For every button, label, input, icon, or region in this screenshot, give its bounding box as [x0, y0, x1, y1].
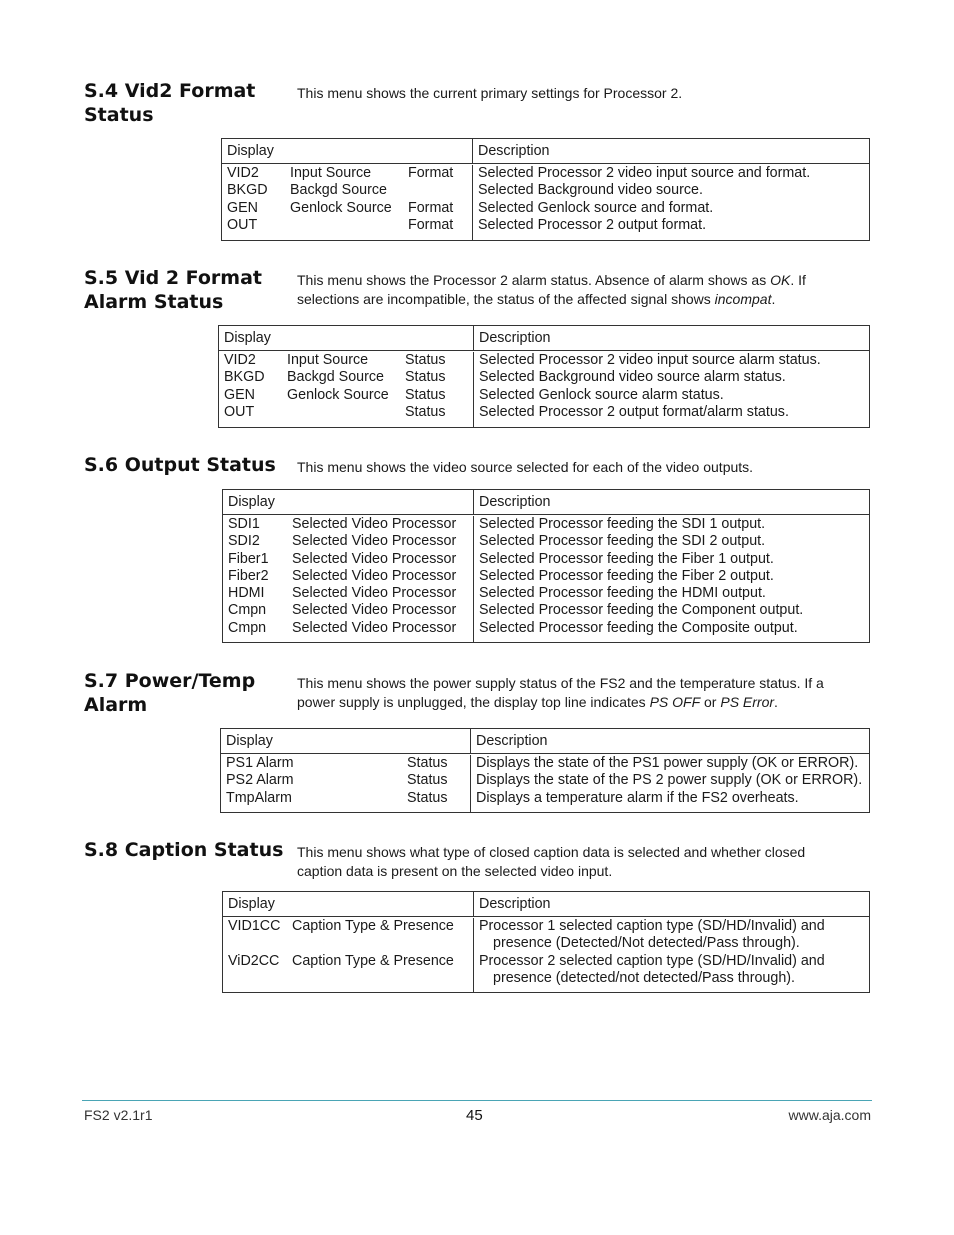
column-header-description: Description	[478, 143, 550, 159]
section-heading-s7: S.7 Power/Temp Alarm	[84, 670, 256, 716]
description-cell: Displays the state of the PS1 power supply (OK or ERROR).	[476, 755, 859, 771]
s6-table	[222, 489, 870, 643]
table-row: PS1 Alarm Status	[226, 755, 448, 771]
column-header-display: Display	[219, 326, 474, 350]
description-cell: Selected Background video source alarm status.	[479, 369, 786, 386]
table-row: Fiber1 Selected Video Processor	[228, 550, 457, 567]
section-intro-s5: This menu shows the Processor 2 alarm status. Absence of alarm shows as OK. If selections are incompatible, the status of the affected signal shows incompat.	[297, 272, 806, 307]
s7-table	[220, 728, 870, 813]
description-cell: Processor 1 selected caption type (SD/HD/Invalid) and	[479, 918, 825, 934]
section-heading-s6: S.6 Output Status	[84, 454, 276, 476]
description-cell: Selected Genlock source and format.	[478, 199, 714, 216]
description-cell: Selected Processor feeding the HDMI output.	[479, 585, 766, 602]
table-row: BKGD Backgd Source Status	[224, 369, 446, 386]
table-row: VID2 Input Source Status	[224, 352, 446, 368]
table-row: ViD2CC Caption Type & Presence	[228, 952, 454, 969]
table-row: GEN Genlock Source Status	[224, 386, 446, 403]
description-cell: presence (detected/not detected/Pass through).	[493, 969, 796, 986]
table-row: BKGD Backgd Source	[227, 182, 387, 199]
section-intro-s6: This menu shows the video source selected for each of the video outputs.	[297, 459, 754, 475]
table-row: OUT Status	[224, 403, 446, 420]
description-cell: Selected Processor 2 video input source and format.	[478, 165, 811, 181]
section-intro-s7: This menu shows the power supply status of the FS2 and the temperature status. If a power supply is unplugged, the display top line indicates PS OFF or PS Error.	[297, 675, 824, 710]
description-cell: Selected Processor 2 video input source alarm status.	[479, 352, 821, 368]
footer-divider	[82, 1100, 872, 1101]
table-row: HDMI Selected Video Processor	[228, 585, 457, 602]
column-header-display: Display	[223, 490, 474, 514]
table-row: TmpAlarm Status	[226, 789, 448, 806]
section-heading-s4: S.4 Vid2 Format Status	[84, 80, 256, 126]
description-cell: Displays a temperature alarm if the FS2 overheats.	[476, 789, 799, 806]
column-header-description: Description	[476, 733, 548, 749]
column-header-description: Description	[479, 896, 551, 912]
description-cell: Processor 2 selected caption type (SD/HD/Invalid) and	[479, 952, 825, 969]
table-row: Cmpn Selected Video Processor	[228, 619, 457, 636]
table-row: OUT Format	[227, 216, 454, 233]
footer-doc-version: FS2 v2.1r1	[84, 1107, 153, 1123]
column-header-display: Display	[222, 139, 473, 163]
table-row: Fiber2 Selected Video Processor	[228, 567, 457, 584]
description-cell: Selected Processor feeding the SDI 1 output.	[479, 516, 766, 532]
section-heading-s5: S.5 Vid 2 Format Alarm Status	[84, 267, 263, 313]
section-intro-s4: This menu shows the current primary settings for Processor 2.	[297, 85, 683, 101]
description-cell: Selected Processor feeding the SDI 2 output.	[479, 533, 766, 550]
description-cell: presence (Detected/Not detected/Pass through).	[493, 935, 800, 952]
description-cell: Selected Processor 2 output format.	[478, 216, 707, 233]
s4-table	[221, 138, 870, 241]
description-cell: Selected Processor feeding the Fiber 1 output.	[479, 550, 774, 567]
description-cell: Selected Background video source.	[478, 182, 703, 199]
table-row: Cmpn Selected Video Processor	[228, 602, 457, 619]
footer-page-number: 45	[466, 1107, 483, 1124]
table-row: SDI1 Selected Video Processor	[228, 516, 457, 532]
column-header-description: Description	[479, 494, 551, 510]
description-cell: Selected Processor feeding the Component output.	[479, 602, 804, 619]
s5-table	[218, 325, 870, 428]
column-header-display: Display	[221, 729, 471, 753]
table-row: VID2 Input Source Format	[227, 165, 454, 181]
table-row: SDI2 Selected Video Processor	[228, 533, 457, 550]
footer-website: www.aja.com	[788, 1107, 871, 1123]
section-heading-s8: S.8 Caption Status	[84, 839, 284, 861]
column-header-display: Display	[223, 892, 474, 916]
table-row: GEN Genlock Source Format	[227, 199, 454, 216]
description-cell: Selected Processor 2 output format/alarm status.	[479, 403, 789, 420]
description-cell: Selected Processor feeding the Fiber 2 output.	[479, 567, 774, 584]
table-row: VID1CC Caption Type & Presence	[228, 918, 454, 934]
table-row: PS2 Alarm Status	[226, 772, 448, 789]
description-cell: Displays the state of the PS 2 power supply (OK or ERROR).	[476, 772, 863, 789]
section-intro-s8: This menu shows what type of closed caption data is selected and whether closed caption data is present on the selected video input.	[297, 844, 806, 879]
s8-table	[222, 891, 870, 993]
description-cell: Selected Genlock source alarm status.	[479, 386, 724, 403]
description-cell: Selected Processor feeding the Composite output.	[479, 619, 798, 636]
column-header-description: Description	[479, 330, 551, 346]
